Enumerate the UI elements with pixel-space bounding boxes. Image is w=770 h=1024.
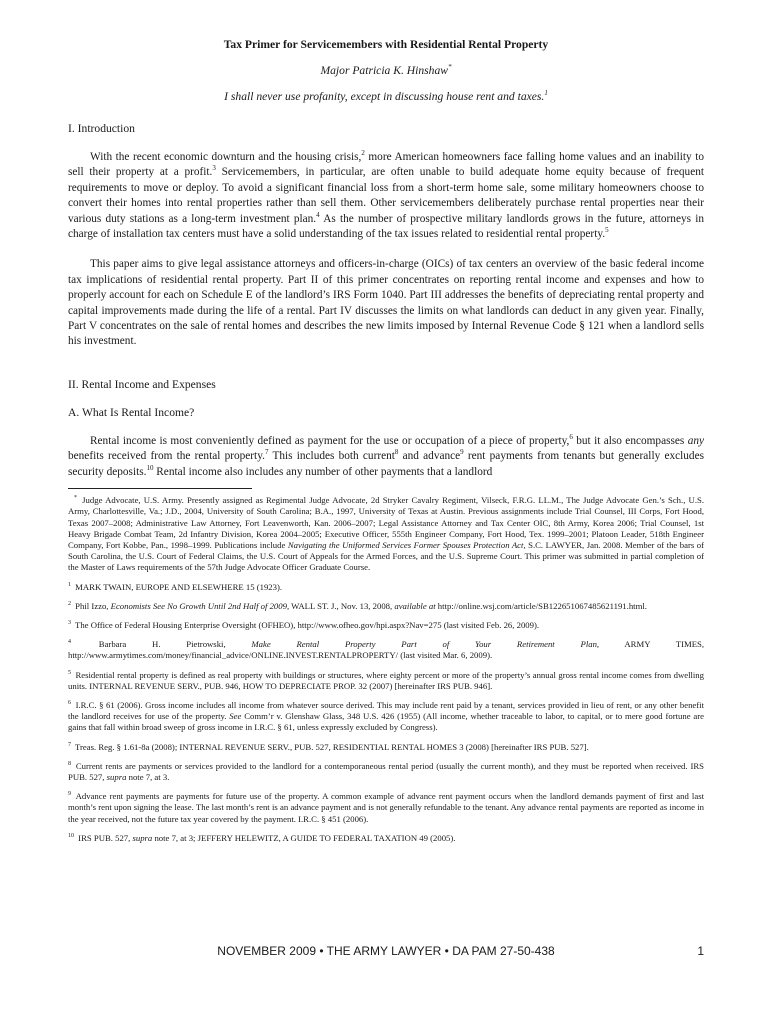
author-footnote-mark: *	[448, 63, 452, 72]
footnote-mark: 7	[68, 741, 71, 748]
footnote-1	[68, 582, 704, 593]
text-run: http://online.wsj.com/article/SB122651067485621191.html.	[435, 600, 647, 611]
footnote-mark: *	[74, 495, 77, 502]
text-run: Servicemembers, in particular, are often unable to build adequate home equity because of frequent requirements to move or deploy. To avoid a significant financial loss from a short-term home sale, some military homeowners choose to convert their homes into rental properties rather than sell them. Other servicemembers deliberately purchase rental properties near their various duty stations as a long-term investment plan.	[68, 166, 704, 225]
footnote-mark: 10	[68, 832, 74, 839]
text-run: Current rents are payments or services provided to the landlord for a contemporaneous rental period (usually the current month), and they must be reported when received. IRS PUB. 527,	[68, 760, 704, 782]
text-run: With the recent economic downturn and the housing crisis,	[90, 151, 362, 163]
footnote-ref-3: 3	[212, 164, 216, 173]
footnote-mark: 1	[68, 581, 71, 588]
text-run: MARK TWAIN, EUROPE AND ELSEWHERE 15 (1923).	[73, 581, 283, 592]
section-heading-introduction: I. Introduction	[68, 122, 135, 135]
italic-run: See	[229, 711, 242, 722]
text-run: Rental income is most conveniently defined as payment for the use or occupation of a piece of property,	[90, 434, 570, 447]
text-run: , S.C. LAWYER, Jan. 2008. Member of the bars of South Carolina, the U.S. Court of Federal Claims, the U.S. Court of Appeals for the Armed Forces, and the U.S. Supreme Court. This primer was submitted in partial completion of the Master of Laws requirements of the 57th Judge Advocate Officer Graduate Course.	[68, 539, 704, 573]
footnote-ref-8: 8	[394, 448, 399, 457]
text-run: The Office of Federal Housing Enterprise Oversight (OFHEO), http://www.ofheo.gov/hpi.aspx?Nav=275 (last visited Feb. 26, 2009).	[73, 619, 540, 630]
footnote-mark: 6	[68, 700, 71, 707]
document-page	[68, 36, 704, 844]
footnote-mark: 5	[68, 669, 71, 676]
footer-publication-line: NOVEMBER 2009 • THE ARMY LAWYER • DA PAM 27-50-438	[217, 944, 555, 958]
text-run: note 7, at 3.	[126, 771, 170, 782]
footnote-ref-7: 7	[264, 448, 269, 457]
text-run: benefits received from the rental property.	[68, 450, 265, 463]
footnote-ref-9: 9	[460, 448, 464, 457]
text-run: Phil Izzo,	[73, 600, 111, 611]
footnote-ref-5: 5	[605, 226, 609, 235]
italic-run: Economists See No Growth Until 2nd Half of 2009	[110, 600, 287, 611]
footnote-mark: 3	[68, 620, 71, 627]
footnote-mark: 8	[68, 760, 71, 767]
footnote-8	[68, 761, 704, 783]
text-run: more American homeowners face falling home values and an inability to sell their property at a profit.	[68, 151, 704, 179]
text-run: Judge Advocate, U.S. Army. Presently assigned as Regimental Judge Advocate, 2d Stryker Cavalry Regiment, Vilseck, F.R.G. LL.M., The Judge Advocate Gen.’s Sch., U.S. Army, Charlottesville, Va.; J.D., 2004, University of South Carolina; B.A., 1997, University of Texas at Austin. Previous assignments include Trial Counsel, III Corps, Fort Hood, Texas 2007–2008; Administrative Law Attorney, Fort Leavenworth, Kan. 2006–2007; Legal Assistance Attorney and Tax Center OIC, 8th Army, Korea 2006; Trial Counsel, 1st Heavy Brigade Combat Team, 2d Infantry Division, Korea 2004–2005; Executive Officer, 555th Engineer Company, Fort Hood, Tex. 1999–2001; Platoon Leader, 518th Engineer Company, Fort Kobbe, Pan., 1998–1999. Publications include	[68, 495, 704, 550]
footnote-3	[68, 620, 704, 631]
text-run: I.R.C. § 61 (2006). Gross income includes all income from whatever source derived. This may include rent paid by a tenant, services provided in lieu of rent, or any other benefit the landlord receives for use of the property.	[68, 699, 704, 722]
text-run: Residential rental property is defined as real property with buildings or structures, where eighty percent or more of the property’s annual gross rental income comes from dwelling units. INTERNAL REVENUE SERV., PUB. 946, HOW TO DEPRECIATE PROP. 32 (2007) [hereinafter IRS PUB. 946].	[68, 669, 704, 691]
author-name: Major Patricia K. Hinshaw	[320, 64, 449, 77]
footnote-author	[68, 495, 704, 573]
text-run: , ARMY TIMES, http://www.armytimes.com/money/financial_advice/ONLINE.INVEST.RENTALPROPERTY/ (last visited Mar. 6, 2009).	[68, 639, 704, 661]
page-number: 1	[697, 944, 704, 958]
footnote-ref-6: 6	[569, 433, 573, 442]
footnote-ref-1: 1	[544, 89, 548, 98]
footnote-10	[68, 833, 704, 844]
text-run: Barbara H. Pietrowski,	[73, 639, 252, 650]
italic-run: supra	[106, 771, 127, 782]
footnote-5	[68, 670, 704, 692]
italic-run: Make Rental Property Part of Your Retirement Plan	[251, 639, 597, 650]
text-run: Advance rent payments are payments for future use of the property. A common example of advance rent payment occurs when the landlord demands payment of first and last month’s rent upon signing the lease. The last month’s rent is an advance payment and is not generally refundable to the tenant. Any advance rental payments are reported as income in the year received, not the future tax year covered by the payment. I.R.C. § 451 (2006).	[68, 791, 704, 824]
author-line	[68, 64, 704, 78]
italic-run: Navigating the Uniformed Services Former Spouses Protection Act	[287, 539, 524, 550]
italic-run: supra	[132, 832, 153, 843]
epigraph	[68, 90, 704, 104]
footnote-9	[68, 791, 704, 825]
text-run: rent payments from tenants but generally excludes security deposits.	[68, 450, 704, 478]
footnote-2	[68, 601, 704, 612]
italic-run: available at	[394, 600, 436, 611]
text-run: Treas. Reg. § 1.61-8a (2008); INTERNAL REVENUE SERV., PUB. 527, RESIDENTIAL RENTAL HOMES 3 (2008) [hereinafter IRS PUB. 527].	[73, 741, 589, 752]
text-run: and advance	[398, 450, 461, 463]
paragraph-rental-income	[68, 434, 704, 480]
footnote-7	[68, 742, 704, 753]
paragraph-intro-1	[68, 150, 704, 242]
text-run: note 7, at 3; JEFFERY HELEWITZ, A GUIDE TO FEDERAL TAXATION 49 (2005).	[152, 832, 456, 843]
footnote-6	[68, 700, 704, 734]
text-run: , WALL ST. J., Nov. 13, 2008,	[286, 600, 395, 611]
footnote-ref-4: 4	[316, 210, 320, 219]
footnote-mark: 2	[68, 600, 71, 607]
text-run: As the number of prospective military landlords grows in the future, attorneys in charge of installation tax centers must have a solid understanding of the tax issues related to residential rental property.	[68, 212, 704, 241]
text-run: This includes both current	[268, 450, 395, 463]
paragraph-intro-2: This paper aims to give legal assistance attorneys and officers-in-charge (OICs) of tax centers an overview of the basic federal income tax implications of residential rental property. Part II of this primer concentrates on reporting rental income and expenses and how to properly account for each on Schedule E of the landlord’s IRS Form 1040. Part III addresses the benefits of depreciating rental property and capital improvements made during the life of a rental. Part IV discusses the limits on what landlords can deduct in any given year. Finally, Part V concentrates on the sale of rental homes and describes the new limits imposed by Internal Revenue Code § 121 when a landlord sells his investment.	[68, 258, 704, 348]
footnote-4	[68, 639, 704, 661]
emphasis-any: any	[687, 434, 704, 447]
text-run: Rental income also includes any number of other payments that a landlord	[153, 465, 493, 478]
text-run: but it also encompasses	[572, 434, 688, 447]
page-title: Tax Primer for Servicemembers with Residential Rental Property	[223, 38, 549, 51]
footnote-separator	[68, 488, 252, 489]
text-run: Comm’r v. Glenshaw Glass, 348 U.S. 426 (1955) (All income, whether traceable to labor, to capital, or to mere good fortune are gains that fall within broad sweep of gross income in I.R.C. § 61, unless expressly excluded by Congress).	[68, 711, 704, 733]
subsection-heading-what-is-rental-income: A. What Is Rental Income?	[68, 405, 195, 419]
section-heading-rental-income: II. Rental Income and Expenses	[68, 377, 216, 391]
text-run: IRS PUB. 527,	[76, 832, 133, 843]
epigraph-text: I shall never use profanity, except in discussing house rent and taxes.	[224, 90, 545, 103]
footnote-ref-2: 2	[361, 149, 365, 158]
footnote-mark: 9	[68, 791, 71, 798]
footnote-mark: 4	[68, 639, 71, 646]
footnote-ref-10: 10	[146, 463, 154, 472]
